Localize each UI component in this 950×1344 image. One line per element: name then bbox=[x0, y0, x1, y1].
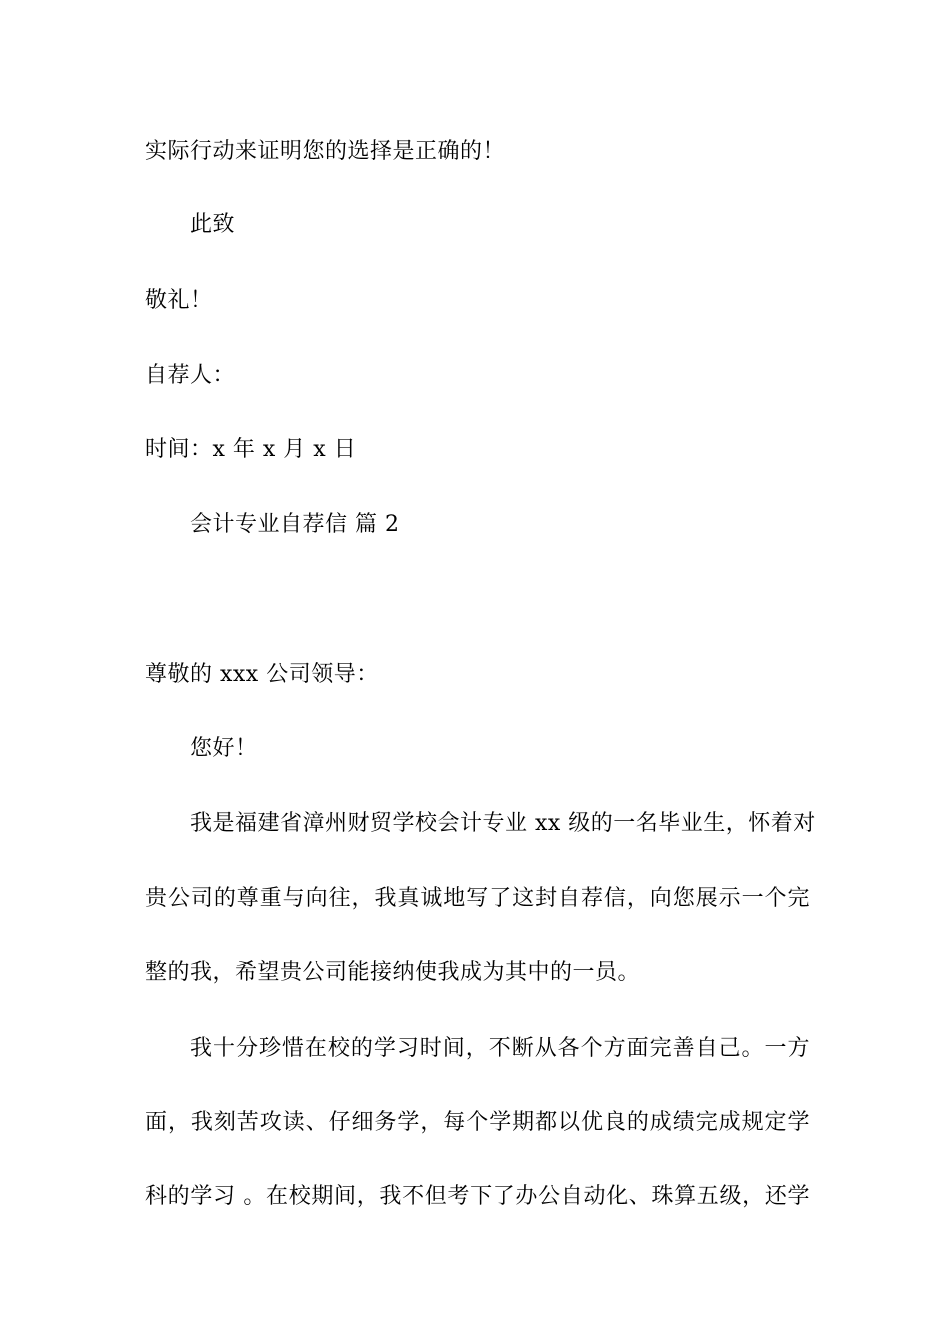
paragraph2-line1: 我十分珍惜在校的学习时间，不断从各个方面完善自己。一方 bbox=[190, 1036, 810, 1061]
paragraph1-line1: 我是福建省漳州财贸学校会计专业 xx 级的一名毕业生，怀着对 bbox=[190, 811, 816, 836]
signature-label: 自荐人： bbox=[145, 363, 236, 388]
section-title: 会计专业自荐信 篇 2 bbox=[190, 512, 400, 537]
closing-cizhi: 此致 bbox=[190, 212, 236, 237]
paragraph2-line3: 科的学习 。在校期间，我不但考下了办公自动化、珠算五级，还学 bbox=[145, 1184, 810, 1209]
paragraph1-line2: 贵公司的尊重与向往，我真诚地写了这封自荐信，向您展示一个完 bbox=[145, 886, 810, 911]
closing-line: 实际行动来证明您的选择是正确的！ bbox=[145, 139, 506, 164]
date-line: 时间：x 年 x 月 x 日 bbox=[145, 437, 357, 462]
closing-jingli: 敬礼！ bbox=[145, 288, 213, 313]
paragraph2-line2: 面，我刻苦攻读、仔细务学，每个学期都以优良的成绩完成规定学 bbox=[145, 1110, 810, 1135]
greeting: 您好！ bbox=[190, 736, 258, 761]
salutation: 尊敬的 xxx 公司领导： bbox=[145, 662, 379, 687]
paragraph1-line3: 整的我，希望贵公司能接纳使我成为其中的一员。 bbox=[145, 960, 641, 985]
